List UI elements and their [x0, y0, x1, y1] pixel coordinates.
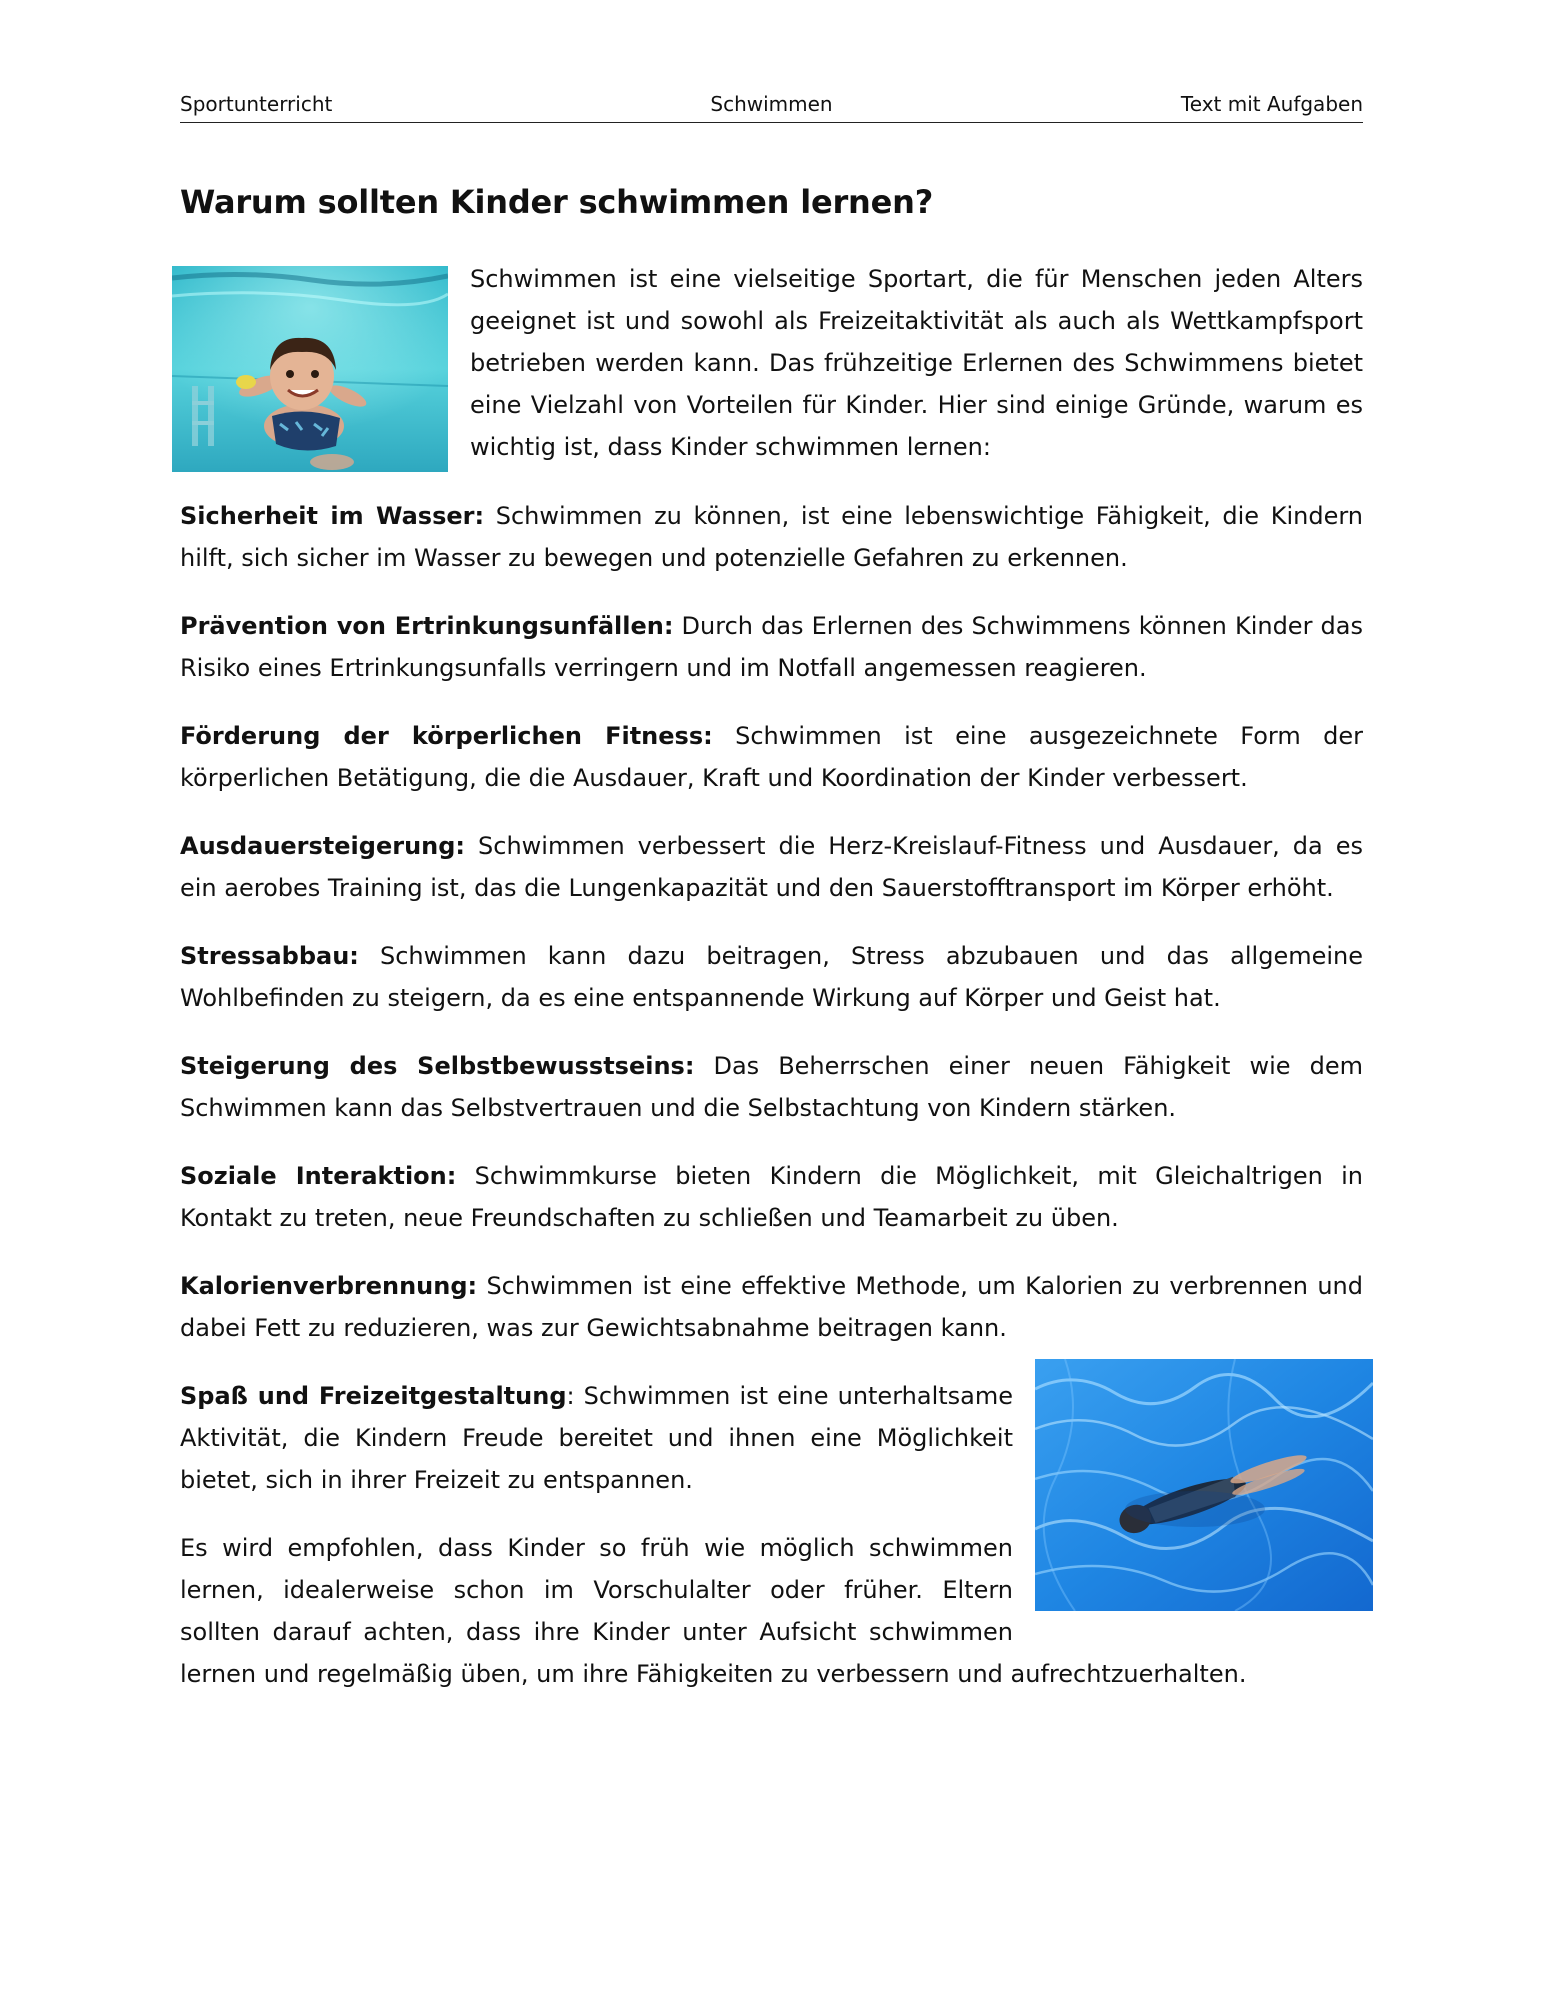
header-type: Text mit Aufgaben [1180, 92, 1363, 116]
section-term: Sicherheit im Wasser: [180, 502, 485, 530]
section-term: Förderung der körperlichen Fitness: [180, 722, 713, 750]
section-term: Prävention von Ertrinkungsunfällen: [180, 612, 674, 640]
section-stress [180, 935, 1363, 1019]
section-confidence [180, 1045, 1363, 1129]
header-subject: Sportunterricht [180, 92, 333, 116]
section-term: Spaß und Freizeitgestaltung [180, 1382, 567, 1410]
intro-paragraph: Schwimmen ist eine vielseitige Sportart, die für Menschen jeden Alters geeignet ist und sowohl als Freizeitaktivität als auch als Wettkampfsport betrieben werden kann. Das frühzeitige Erlernen des Schwimmens bietet eine Vielzahl von Vorteilen für Kinder. Hier sind einige Gründe, warum es wichtig ist, dass Kinder schwimmen lernen: [470, 265, 1363, 461]
article-body [180, 495, 1363, 1721]
section-endurance [180, 825, 1363, 909]
section-text: Durch das Erlernen des Schwimmens können Kinder das Risiko eines Ertrinkungsunfalls verringern und im Notfall angemessen reagieren. [180, 612, 1363, 682]
closing-paragraph: Es wird empfohlen, dass Kinder so früh wie möglich schwimmen lernen, idealerweise schon im Vorschulalter oder früher. Eltern sollten darauf achten, dass ihre Kinder unter Aufsicht schwimmen lernen und regelmäßig üben, um ihre Fähigkeiten zu verbessern und aufrechtzuerhalten. [180, 1534, 1247, 1688]
header-topic: Schwimmen [710, 92, 833, 116]
section-calories [180, 1265, 1363, 1349]
section-text: Schwimmen ist eine ausgezeichnete Form der körperlichen Betätigung, die die Ausdauer, Kraft und Koordination der Kinder verbessert. [180, 722, 1363, 792]
section-social [180, 1155, 1363, 1239]
section-prevention [180, 605, 1363, 689]
section-safety [180, 495, 1363, 579]
section-text: Schwimmen verbessert die Herz-Kreislauf-Fitness und Ausdauer, da es ein aerobes Training ist, das die Lungenkapazität und den Sauerstofftransport im Körper erhöht. [180, 832, 1363, 902]
section-term: Stressabbau: [180, 942, 359, 970]
section-term: Soziale Interaktion: [180, 1162, 457, 1190]
section-text: : Schwimmen ist eine unterhaltsame Aktivität, die Kindern Freude bereitet und ihnen eine Möglichkeit bietet, sich in ihrer Freizeit zu entspannen. [180, 1382, 1013, 1494]
section-term: Steigerung des Selbstbewusstseins: [180, 1052, 695, 1080]
child-swimming-photo [172, 266, 448, 472]
section-fitness [180, 715, 1363, 799]
pool-swimmer-photo [1035, 1359, 1373, 1611]
section-term: Kalorienverbrennung: [180, 1272, 478, 1300]
section-text: Schwimmen zu können, ist eine lebenswichtige Fähigkeit, die Kindern hilft, sich sicher im Wasser zu bewegen und potenzielle Gefahren zu erkennen. [180, 502, 1363, 572]
section-text: Schwimmen kann dazu beitragen, Stress abzubauen und das allgemeine Wohlbefinden zu steigern, da es eine entspannende Wirkung auf Körper und Geist hat. [180, 942, 1363, 1012]
section-text: Schwimmkurse bieten Kindern die Möglichkeit, mit Gleichaltrigen in Kontakt zu treten, neue Freundschaften zu schließen und Teamarbeit zu üben. [180, 1162, 1364, 1232]
page-title: Warum sollten Kinder schwimmen lernen? [180, 183, 934, 221]
page-header [180, 92, 1363, 123]
section-text: Schwimmen ist eine effektive Methode, um Kalorien zu verbrennen und dabei Fett zu reduzieren, was zur Gewichtsabnahme beitragen kann. [180, 1272, 1363, 1342]
section-text: Das Beherrschen einer neuen Fähigkeit wie dem Schwimmen kann das Selbstvertrauen und die Selbstachtung von Kindern stärken. [180, 1052, 1363, 1122]
section-term: Ausdauersteigerung: [180, 832, 466, 860]
